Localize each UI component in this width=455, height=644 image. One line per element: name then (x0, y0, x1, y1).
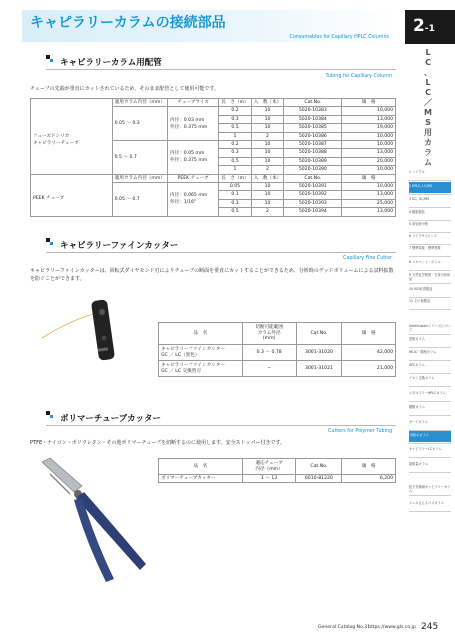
length-cell: 0.3 (219, 199, 251, 207)
sidebar-divider (409, 511, 451, 512)
vertical-label-char: C (425, 88, 431, 97)
table-header: 価 格 (342, 323, 396, 345)
vertical-label-char: カ (424, 138, 432, 147)
sidebar-divider (409, 457, 451, 458)
cat-no-cell: 3001-31021 (296, 361, 342, 377)
cat-no-cell: 5020-10389 (284, 157, 342, 165)
qty-cell: 10 (251, 157, 284, 165)
cat-no-cell: 5020-10386 (284, 132, 342, 140)
column-id-range: 0.5 ～ 0.7 (112, 141, 167, 175)
capillary-cutter-image (40, 290, 150, 370)
qty-cell: 10 (251, 124, 284, 132)
table-header: 入 数（本） (251, 99, 284, 107)
price-cell: 13,000 (342, 191, 396, 199)
table-header: チューブサイズ (167, 99, 218, 107)
section-subtitle-cutter: Capillary Fine Cutter (343, 256, 392, 261)
sidebar-item[interactable]: 9 天然化学物質・生体分析用品 (409, 273, 451, 281)
table-header: 品 名 (159, 323, 243, 345)
sidebar-divider (409, 207, 451, 208)
sidebar-item[interactable]: 5 前処理小物 (409, 222, 428, 226)
length-cell: 0.5 (219, 124, 251, 132)
section-subtitle-polymer: Cutters for Polymer Tubing (328, 429, 392, 434)
price-cell: 10,000 (342, 166, 396, 174)
polymer-cutter-image (36, 452, 156, 592)
price-cell: 21,000 (342, 361, 396, 377)
qty-cell: 2 (251, 132, 284, 140)
section-title-tubing: キャピラリーカラム用配管 (60, 58, 162, 68)
section-title-cutter: キャピラリーファインカッター (60, 241, 179, 251)
sidebar-divider (409, 347, 451, 348)
tube-size-line: 外径：1/16" (169, 200, 197, 206)
sidebar-divider (409, 495, 451, 496)
cat-no-cell: 5020-10383 (284, 107, 342, 115)
tube-size (167, 141, 218, 175)
range-cell: 0.3 ～ 0.78 (242, 345, 296, 361)
sidebar-divider (409, 180, 451, 181)
length-cell: 0.5 (219, 157, 251, 165)
sidebar-divider (409, 472, 451, 473)
product-name: GC ／ LC（黒色） (161, 352, 200, 358)
sidebar-item[interactable]: イオン交換カラム (409, 376, 435, 380)
cat-no-cell: 5020-10393 (284, 199, 342, 207)
table-header: 長 さ（m） (219, 99, 251, 107)
sidebar-item[interactable]: 分取LCカラム (409, 433, 429, 437)
sidebar-item[interactable]: 逆相カラム (409, 337, 425, 341)
tubing-table (30, 98, 396, 217)
sidebar-divider (409, 373, 451, 374)
product-name-cell (159, 361, 243, 377)
cat-no-cell: 5020-10391 (284, 183, 342, 191)
section-subtitle-tubing: Tubing for Capillary Column (325, 74, 392, 79)
table-header: Cat.No. (296, 323, 342, 345)
table-header: 価 格 (342, 459, 396, 475)
vertical-label-char: 、 (424, 68, 432, 77)
sidebar-item[interactable]: 8 ソルベント・ボトル (409, 260, 441, 264)
footer-catalog: General Catalog No.31 (318, 625, 371, 630)
range-cell: 1 ～ 13 (242, 475, 296, 483)
sidebar-item[interactable]: 超微量カラム (409, 462, 429, 466)
sidebar-divider (409, 256, 451, 257)
cat-no-cell: 5020-10392 (284, 191, 342, 199)
cat-no-cell: 5020-10387 (284, 141, 342, 149)
qty-cell: 10 (251, 141, 284, 149)
price-cell: 42,000 (342, 345, 396, 361)
qty-cell: 2 (251, 166, 284, 174)
sidebar-divider (409, 401, 451, 402)
tube-size-line: 外径：0.375 mm (169, 158, 208, 164)
price-cell: 25,000 (342, 199, 396, 207)
price-cell: 10,000 (342, 107, 396, 115)
section-bullet-accent (50, 59, 53, 62)
table-header: 適用カラム内径（mm） (112, 174, 167, 182)
sidebar-item[interactable]: ジェルさん人パスカラム (409, 501, 444, 505)
cat-no-cell: 5020-10384 (284, 115, 342, 123)
sidebar-item[interactable]: 10 ISO取得製品 (409, 287, 433, 291)
sidebar-item[interactable]: 糖類カラム (409, 405, 425, 409)
range-cell: − (242, 361, 296, 377)
section-description-tubing: チューブの先端が垂直にカットされているため、そのまま配管として使用可能です。 (30, 86, 219, 92)
chapter-number: 2 (413, 16, 425, 36)
length-cell: 0.2 (219, 141, 251, 149)
sidebar-divider (409, 270, 451, 271)
page-title: キャピラリーカラムの接続部品 (30, 15, 226, 31)
length-cell: 1 (219, 132, 251, 140)
sidebar-divider (409, 297, 451, 298)
sidebar-item[interactable]: HILIC・順相カラム (409, 350, 437, 354)
sidebar-divider (409, 244, 451, 245)
sidebar-item[interactable]: 4 樹脂製品 (409, 210, 425, 214)
chapter-badge (405, 10, 455, 44)
product-name: GC ／ LC 交換替刃 (161, 368, 201, 374)
polymer-cutter-table (158, 458, 396, 483)
tube-size-line: 内径：0.03 mm (169, 117, 205, 123)
price-cell: 10,000 (342, 141, 396, 149)
tube-size (167, 183, 218, 217)
column-id-range: 0.05 ～ 0.7 (112, 183, 167, 217)
cat-no-cell: 5020-10385 (284, 124, 342, 132)
price-cell: 13,000 (342, 149, 396, 157)
section-rule (46, 252, 396, 253)
sidebar-item[interactable]: ガードカラム (409, 420, 428, 424)
price-cell: 10,000 (342, 132, 396, 140)
vertical-label-char: ／ (424, 98, 432, 107)
sidebar-item[interactable]: 粒子充填剤キャピラリーカラム (409, 485, 451, 493)
vertical-label-char: ラ (424, 148, 432, 157)
length-cell: 0.05 (219, 183, 251, 191)
price-cell: 6,200 (342, 475, 396, 483)
qty-cell: 10 (251, 191, 284, 199)
table-header: 適応チューブ 内径（mm） (242, 459, 296, 475)
sidebar-divider (409, 415, 451, 416)
table-header: 切断可能範囲 カラム外径 (mm) (242, 323, 296, 345)
length-cell: 0.2 (219, 107, 251, 115)
column-id-range: 0.05 ～ 0.3 (112, 107, 167, 141)
product-name-cell: ポリマーチューブカッター (159, 475, 243, 483)
sidebar-divider (409, 386, 451, 387)
sidebar-divider (409, 232, 451, 233)
table-header: 価 格 (342, 174, 396, 182)
price-cell: 13,000 (342, 115, 396, 123)
sidebar-divider (409, 283, 451, 284)
group-label: PEEK チューブ (31, 183, 113, 217)
sidebar-item[interactable]: キャピラリーLCカラム (409, 447, 442, 451)
product-name-cell (159, 345, 243, 361)
sidebar-item[interactable]: 7 標準試薬・標準物質 (409, 246, 441, 250)
sidebar-item[interactable]: 3 GC, GC/MS (409, 197, 430, 201)
table-header: 入 数（本） (251, 174, 284, 182)
vertical-label-char: C (425, 58, 431, 67)
sidebar-divider (409, 309, 451, 310)
vertical-chapter-label (422, 48, 434, 168)
length-cell: 0.3 (219, 149, 251, 157)
length-cell: 0.5 (219, 208, 251, 216)
vertical-label-char: L (425, 78, 431, 87)
qty-cell: 2 (251, 208, 284, 216)
table-header: 価 格 (342, 99, 396, 107)
section-bullet-accent (50, 242, 53, 245)
sidebar-divider (409, 334, 451, 335)
sidebar-divider (409, 360, 451, 361)
cat-no-cell: 5020-10390 (284, 166, 342, 174)
qty-cell: 10 (251, 199, 284, 207)
tube-size (167, 107, 218, 141)
table-header: Cat.No. (284, 99, 342, 107)
sidebar-divider (409, 194, 451, 195)
sidebar-divider (409, 220, 451, 221)
length-cell: 0.3 (219, 115, 251, 123)
section-bullet-accent (50, 415, 53, 418)
group-label (31, 107, 113, 174)
footer-url[interactable]: https://www.gls.co.jp (368, 625, 416, 630)
length-cell: 1 (219, 166, 251, 174)
length-cell: 0.1 (219, 191, 251, 199)
table-header: 長 さ（m） (219, 174, 251, 182)
cat-no-cell: 6010-81220 (296, 475, 342, 483)
sidebar-item[interactable]: 11 その他製品 (409, 299, 431, 303)
vertical-label-char: S (425, 118, 431, 127)
cat-no-cell: 3001-31020 (296, 345, 342, 361)
sidebar-item[interactable]: SECカラム (409, 363, 425, 367)
vertical-label-char: L (425, 48, 431, 57)
cat-no-cell: 5020-10388 (284, 149, 342, 157)
qty-cell: 10 (251, 115, 284, 123)
qty-cell: 10 (251, 149, 284, 157)
product-name: キャピラリーファインカッター (161, 346, 225, 352)
vertical-label-char: 用 (424, 128, 432, 137)
table-header: Cat.No. (284, 174, 342, 182)
group-label-line: キャピラリーチューブ (33, 141, 79, 147)
vertical-label-char: ム (424, 158, 432, 167)
price-cell: 13,000 (342, 208, 396, 216)
price-cell: 20,000 (342, 157, 396, 165)
section-rule (46, 425, 396, 426)
section-description-polymer: PTFE・ナイロン・ポリウレタン・その他ポリマーチューブを切断するのに使用します。安全ストッパー付きです。 (30, 440, 286, 446)
product-name: キャピラリーファインカッター (161, 362, 225, 368)
table-header: 適用カラム内径（mm） (112, 99, 167, 107)
qty-cell: 10 (251, 183, 284, 191)
tube-size-line: 外径：0.375 mm (169, 124, 208, 130)
section-rule (46, 69, 396, 70)
group-label-line: フューズドシリカ (33, 134, 70, 140)
chapter-sub: -1 (424, 24, 435, 34)
price-cell: 10,000 (342, 183, 396, 191)
cat-no-cell: 5020-10394 (284, 208, 342, 216)
price-cell: 19,000 (342, 124, 396, 132)
sidebar-item[interactable]: InertSustainシリーズについて (409, 324, 451, 332)
sidebar-divider (409, 443, 451, 444)
section-description-cutter: キャピラリーファインカッターは、回転式ダイヤモンド刃によりチューブの断面を垂直にカットすることができるため、分析時のデッドボリュームによる試料拡散を防ぐことができます。 (30, 268, 394, 282)
tube-size-line: 内径：0.065 mm (169, 193, 208, 199)
table-header: Cat.No. (296, 459, 342, 475)
vertical-label-char: M (424, 108, 432, 117)
sidebar-item[interactable]: メタルフリーHPLCカラム (409, 391, 446, 395)
cutter-table (158, 322, 396, 377)
page-subtitle: Consumables for Capillary HPLC Columns (289, 35, 389, 40)
table-header: PEEK チューブ (167, 174, 218, 182)
table-header: 品 名 (159, 459, 243, 475)
section-title-polymer: ポリマーチューブカッター (60, 414, 161, 424)
tube-size-line: 内径：0.05 mm (169, 151, 205, 157)
sidebar-item[interactable]: 1 バイアル (409, 170, 425, 174)
sidebar-item[interactable]: 6 ライフサイエンス (409, 234, 437, 238)
sidebar-item[interactable]: 2 HPLC, LC/MS (409, 184, 433, 188)
qty-cell: 10 (251, 107, 284, 115)
page-number: 245 (421, 622, 439, 632)
